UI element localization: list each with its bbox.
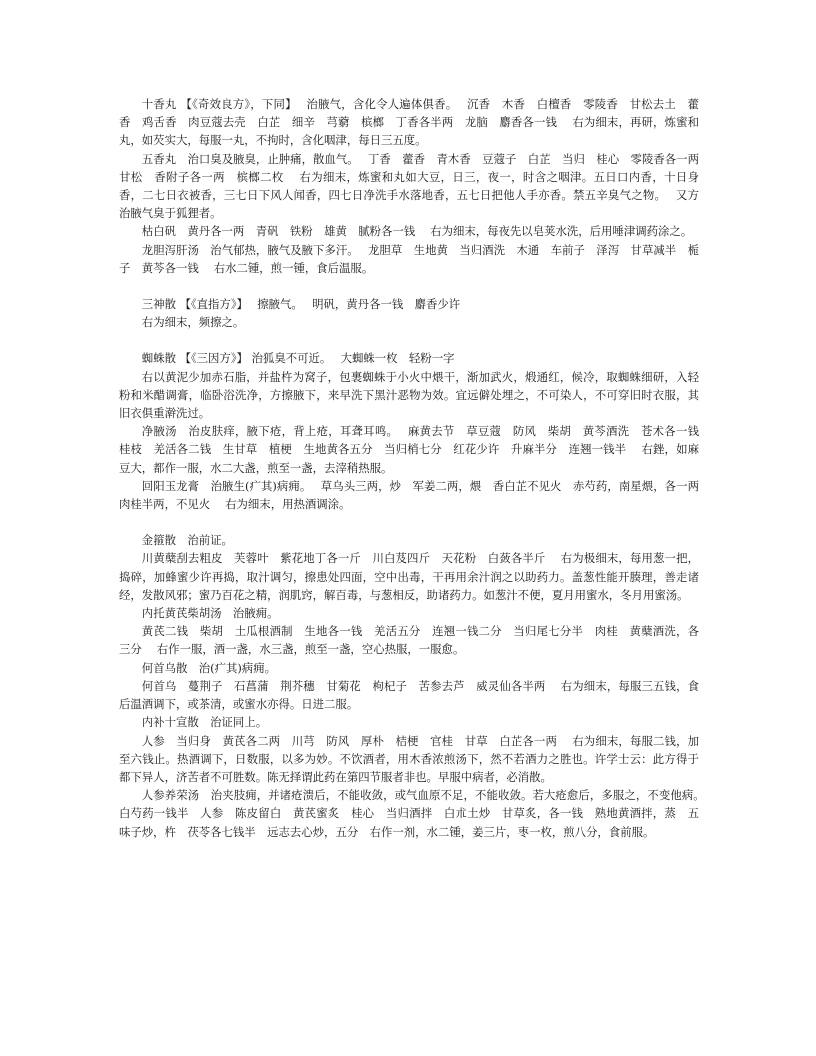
section-gap	[119, 277, 699, 295]
document-page	[119, 95, 715, 841]
paragraph-jingye-tang: 净腋汤 治皮肤痒，腋下疮，背上疮，耳聋耳鸣。 麻黄去节 草豆蔻 防风 柴胡 黄芩酒洗 苍术各一钱 桂枝 羌活各二钱 生甘草 植梗 生地黄各五分 当归梢七分 红花少许 升麻半分 连翘一钱半 右銼，如麻豆大，都作一服，水二大盏，煎至一盏，去滓稍热服。	[119, 424, 711, 475]
paragraph-neibu-recipe: 人参 当归身 黄芪各二两 川芎 防风 厚朴 桔梗 官桂 甘草 白芷各一两 右为细末，每服二钱，加至六钱止。热酒调下，日数服，以多为妙。不饮酒者，用木香浓煎汤下，然不若酒力之胜也。许学士云：此方得于都下异人，济苦者不可胜数。陈无择谓此药在第四节服者非也。早服中病者，必消散。	[119, 733, 699, 784]
section-gap	[119, 331, 699, 349]
paragraph-heshouwu-san: 何首乌散 治(疒其)病痈。	[141, 660, 276, 675]
section-gap	[119, 513, 699, 531]
paragraph-heshouwu-recipe: 何首乌 蔓荆子 石菖蒲 荆芥穗 甘菊花 枸杞子 苦参去芦 威灵仙各半两 右为细末，每服三五钱，食后温酒调下，或茶清，或蜜水亦得。日进二服。	[119, 678, 699, 712]
paragraph-zhizhu-san: 蜘蛛散 【《三因方》】 治狐臭不可近。 大蜘蛛一枚 轻粉一字	[141, 351, 455, 366]
paragraph-renshen-yangrong-tang: 人参养荣汤 治夹肢痈，并诸疮溃后，不能收敛，或气血原不足，不能收敛。若大疮愈后，多服之，不变他病。 白芍药一钱半 人参 陈皮留白 黄芪蜜炙 桂心 当归酒拌 白朮土炒 甘草炙，各一钱 熟地黄酒拌，蒸 五味子炒，杵 茯苓各七钱半 远志去心炒，五分 右作一剂，水二锺，姜三片，枣一枚，煎八分，食前服。	[119, 788, 715, 839]
paragraph-wuxiang-wan: 五香丸 治口臭及腋臭，止肿痛，散血气。 丁香 藿香 青木香 豆蔻子 白芷 当归 桂心 零陵香各一两 甘松 香附子各一两 槟榔二枚 右为细末，炼蜜和丸如大豆，日三，夜一，时含之咽津。五日口内香，十日身香，二七日衣被香，三七日下风人闻香，四七日净洗手水落地香，五七日把他人手亦香。禁五辛臭气之物。 又方 治腋气臭于狐狸者。	[119, 151, 711, 221]
paragraph-zhizhu-san-method: 右以黄泥少加赤石脂，并盐杵为窝子，包裹蜘蛛于小火中煨干，渐加武火，煅通红，候冷，取蜘蛛细研，入轻粉和米醋调膏，临卧浴洗净，方擦腋下，来早洗下黑汁恶物为效。宜远僻处埋之，不可染人，不可穿旧时衣服，其旧衣俱重澣洗过。	[119, 369, 699, 421]
paragraph-sanshen-san: 三神散 【《直指方》】 擦腋气。 明矾，黄丹各一钱 麝香少许	[141, 297, 461, 312]
paragraph-longdan-xiegan-tang: 龙胆泻肝汤 治气郁热，腋气及腋下多汗。 龙胆草 生地黄 当归酒洗 木通 车前子 泽泻 甘草减半 栀子 黄芩各一钱 右水二锺，煎一锺，食后温服。	[119, 242, 699, 275]
paragraph-kubaifan: 枯白矾 黄丹各一两 青矾 铁粉 雄黄 腻粉各一钱 右为细末，每夜先以皂荚水洗，后用唾津调药涂之。	[141, 224, 693, 239]
paragraph-neituo-recipe: 黄芪二钱 柴胡 土瓜根酒制 生地各一钱 羌活五分 连翘一钱二分 当归尾七分半 肉桂 黄蘖酒洗，各三分 右作一服，酒一盏，水三盏，煎至一盏，空心热服，一服愈。	[119, 624, 699, 657]
paragraph-neituo-huangqi-chaihu-tang: 内托黄芪柴胡汤 治腋痈。	[141, 606, 279, 621]
paragraph-jingu-san-recipe: 川黄蘖刮去粗皮 芙蓉叶 紫花地丁各一斤 川白芨四斤 天花粉 白蔹各半斤 右为极细末，每用葱一把，捣碎，加蜂蜜少许再捣，取汁调匀，擦患处四面，空中出毒，干再用余汁润之以助药力。盖葱性能开腠理，善走诸经，发散风邪；蜜乃百花之精，润肌窍，解百毒，与葱相反，助诸药力。如葱汁不便，夏月用蜜水，冬月用蜜汤。	[119, 551, 699, 602]
paragraph-jingu-san: 金箍散 治前证。	[141, 533, 233, 548]
paragraph-huiyang-yulong-gao: 回阳玉龙膏 治腋生(疒其)病痈。 草乌头三两，炒 军姜二两，煨 香白芷不见火 赤芍药，南星煨，各一两 肉桂半两，不见火 右为细末，用热酒调涂。	[119, 478, 711, 512]
paragraph-sanshen-san-usage: 右为细末，频擦之。	[141, 315, 245, 330]
paragraph-shixiang-wan: 十香丸 【《奇效良方》，下同】 治腋气，含化令人遍体俱香。 沉香 木香 白檀香 零陵香 甘松去土 藿香 鸡舌香 肉豆蔻去壳 白芷 细辛 芎藭 槟榔 丁香各半两 龙脑 麝香各一钱 右为细末，再研，炼蜜和丸，如芡实大，每服一丸，不拘时，含化咽津，每日三五度。	[119, 97, 699, 148]
paragraph-neibu-shixuan-san: 内补十宣散 治证同上。	[141, 715, 268, 730]
